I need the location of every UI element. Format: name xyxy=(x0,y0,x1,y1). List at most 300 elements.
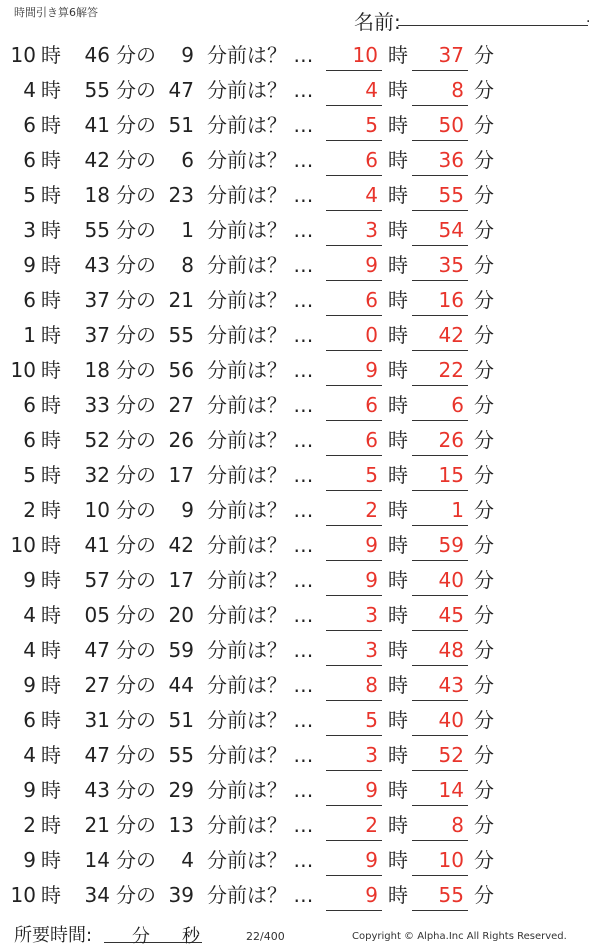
answer-minute-line xyxy=(412,175,468,176)
problem-minute: 43 xyxy=(84,253,110,277)
answer-minute-label: 分 xyxy=(474,883,494,907)
problem-minute: 52 xyxy=(84,428,110,452)
problem-diff-minutes: 9 xyxy=(181,43,194,67)
name-blank-line xyxy=(398,25,588,26)
answer-minute-line xyxy=(412,910,468,911)
problem-minute: 47 xyxy=(84,638,110,662)
minutes-before-question: 分前は？ … xyxy=(207,603,314,627)
problem-diff-minutes: 20 xyxy=(168,603,194,627)
answer-hour: 9 xyxy=(365,533,378,557)
answer-minute-label: 分 xyxy=(474,498,494,522)
answer-hour: 9 xyxy=(365,358,378,382)
hour-label: 時 xyxy=(41,813,61,837)
answer-hour-line xyxy=(326,385,382,386)
hour-label: 時 xyxy=(41,253,61,277)
minutes-before-question: 分前は？ … xyxy=(207,533,314,557)
answer-hour-label: 時 xyxy=(388,813,408,837)
problem-row xyxy=(0,388,600,423)
minutes-before-question: 分前は？ … xyxy=(207,78,314,102)
problem-row xyxy=(0,633,600,668)
answer-hour-label: 時 xyxy=(388,638,408,662)
answer-hour-label: 時 xyxy=(388,778,408,802)
minutes-before-question: 分前は？ … xyxy=(207,358,314,382)
answer-hour-line xyxy=(326,630,382,631)
problem-minute: 55 xyxy=(84,218,110,242)
answer-hour: 3 xyxy=(365,638,378,662)
problem-minute: 43 xyxy=(84,778,110,802)
problem-minute: 18 xyxy=(84,183,110,207)
answer-minute: 55 xyxy=(438,883,464,907)
problem-diff-minutes: 21 xyxy=(168,288,194,312)
answer-minute-line xyxy=(412,665,468,666)
minute-of-label: 分の xyxy=(116,638,156,662)
answer-hour-line xyxy=(326,595,382,596)
answer-hour-label: 時 xyxy=(388,428,408,452)
problem-row xyxy=(0,73,600,108)
hour-label: 時 xyxy=(41,498,61,522)
problem-minute: 37 xyxy=(84,323,110,347)
answer-minute-line xyxy=(412,385,468,386)
answer-hour: 5 xyxy=(365,463,378,487)
problem-minute: 32 xyxy=(84,463,110,487)
hour-label: 時 xyxy=(41,393,61,417)
answer-hour: 6 xyxy=(365,428,378,452)
problem-row xyxy=(0,773,600,808)
answer-minute-label: 分 xyxy=(474,813,494,837)
problem-hour: 10 xyxy=(10,883,36,907)
answer-minute-label: 分 xyxy=(474,358,494,382)
minute-of-label: 分の xyxy=(116,218,156,242)
answer-hour-label: 時 xyxy=(388,883,408,907)
answer-hour-label: 時 xyxy=(388,218,408,242)
problem-row xyxy=(0,318,600,353)
problem-hour: 2 xyxy=(23,498,36,522)
required-time-minutes-label: 分 xyxy=(132,926,150,947)
answer-hour-label: 時 xyxy=(388,78,408,102)
answer-hour: 4 xyxy=(365,183,378,207)
answer-hour: 4 xyxy=(365,78,378,102)
answer-minute-line xyxy=(412,525,468,526)
answer-hour: 5 xyxy=(365,113,378,137)
problem-hour: 9 xyxy=(23,253,36,277)
minute-of-label: 分の xyxy=(116,78,156,102)
answer-minute-line xyxy=(412,560,468,561)
hour-label: 時 xyxy=(41,778,61,802)
answer-hour: 6 xyxy=(365,148,378,172)
problem-hour: 6 xyxy=(23,113,36,137)
problem-hour: 6 xyxy=(23,148,36,172)
problem-diff-minutes: 56 xyxy=(168,358,194,382)
answer-hour-label: 時 xyxy=(388,253,408,277)
minute-of-label: 分の xyxy=(116,673,156,697)
answer-hour-line xyxy=(326,770,382,771)
answer-minute: 8 xyxy=(451,78,464,102)
problem-minute: 55 xyxy=(84,78,110,102)
problem-hour: 10 xyxy=(10,533,36,557)
problem-hour: 3 xyxy=(23,218,36,242)
hour-label: 時 xyxy=(41,358,61,382)
hour-label: 時 xyxy=(41,148,61,172)
problem-diff-minutes: 4 xyxy=(181,848,194,872)
problem-row xyxy=(0,528,600,563)
answer-minute: 54 xyxy=(438,218,464,242)
answer-hour-line xyxy=(326,210,382,211)
answer-minute-line xyxy=(412,840,468,841)
minute-of-label: 分の xyxy=(116,743,156,767)
answer-minute: 14 xyxy=(438,778,464,802)
problem-minute: 10 xyxy=(84,498,110,522)
problem-hour: 5 xyxy=(23,183,36,207)
problem-minute: 37 xyxy=(84,288,110,312)
answer-hour-line xyxy=(326,420,382,421)
answer-minute: 1 xyxy=(451,498,464,522)
problem-minute: 47 xyxy=(84,743,110,767)
minute-of-label: 分の xyxy=(116,603,156,627)
answer-minute: 35 xyxy=(438,253,464,277)
hour-label: 時 xyxy=(41,463,61,487)
answer-minute-label: 分 xyxy=(474,113,494,137)
problem-row xyxy=(0,598,600,633)
minutes-before-question: 分前は？ … xyxy=(207,673,314,697)
answer-minute-label: 分 xyxy=(474,183,494,207)
answer-hour-line xyxy=(326,805,382,806)
answer-hour-line xyxy=(326,735,382,736)
answer-hour: 9 xyxy=(365,568,378,592)
minutes-before-question: 分前は？ … xyxy=(207,253,314,277)
problem-hour: 4 xyxy=(23,78,36,102)
answer-hour-line xyxy=(326,140,382,141)
answer-minute-line xyxy=(412,210,468,211)
problem-diff-minutes: 51 xyxy=(168,113,194,137)
answer-minute-label: 分 xyxy=(474,428,494,452)
answer-hour-line xyxy=(326,105,382,106)
answer-hour-line xyxy=(326,455,382,456)
problem-hour: 6 xyxy=(23,288,36,312)
answer-hour-line xyxy=(326,665,382,666)
hour-label: 時 xyxy=(41,673,61,697)
minute-of-label: 分の xyxy=(116,533,156,557)
minute-of-label: 分の xyxy=(116,568,156,592)
problem-row xyxy=(0,108,600,143)
answer-hour-line xyxy=(326,70,382,71)
minute-of-label: 分の xyxy=(116,428,156,452)
problem-row xyxy=(0,703,600,738)
answer-hour-label: 時 xyxy=(388,533,408,557)
answer-hour: 9 xyxy=(365,848,378,872)
problem-hour: 9 xyxy=(23,778,36,802)
required-time-seconds-label: 秒 xyxy=(182,926,200,947)
answer-hour: 8 xyxy=(365,673,378,697)
answer-hour-label: 時 xyxy=(388,848,408,872)
minutes-before-question: 分前は？ … xyxy=(207,323,314,347)
minute-of-label: 分の xyxy=(116,848,156,872)
problem-diff-minutes: 17 xyxy=(168,568,194,592)
minutes-before-question: 分前は？ … xyxy=(207,778,314,802)
problem-row xyxy=(0,423,600,458)
problem-hour: 6 xyxy=(23,708,36,732)
answer-hour: 9 xyxy=(365,883,378,907)
problem-hour: 9 xyxy=(23,568,36,592)
problem-diff-minutes: 42 xyxy=(168,533,194,557)
copyright-notice: Copyright © Alpha.Inc All Rights Reserved. xyxy=(352,931,567,942)
answer-minute-label: 分 xyxy=(474,288,494,312)
answer-hour-label: 時 xyxy=(388,708,408,732)
minutes-before-question: 分前は？ … xyxy=(207,218,314,242)
problem-diff-minutes: 51 xyxy=(168,708,194,732)
problem-minute: 46 xyxy=(84,43,110,67)
answer-minute-line xyxy=(412,490,468,491)
answer-minute-line xyxy=(412,70,468,71)
problem-hour: 4 xyxy=(23,743,36,767)
problem-minute: 05 xyxy=(84,603,110,627)
problem-row xyxy=(0,493,600,528)
answer-hour-line xyxy=(326,350,382,351)
problem-minute: 57 xyxy=(84,568,110,592)
problem-row xyxy=(0,878,600,913)
minute-of-label: 分の xyxy=(116,148,156,172)
page-number: 22/400 xyxy=(246,930,285,943)
answer-minute-label: 分 xyxy=(474,253,494,277)
problem-minute: 21 xyxy=(84,813,110,837)
answer-hour-label: 時 xyxy=(388,393,408,417)
hour-label: 時 xyxy=(41,113,61,137)
answer-minute: 50 xyxy=(438,113,464,137)
problem-minute: 41 xyxy=(84,533,110,557)
answer-minute-label: 分 xyxy=(474,568,494,592)
minute-of-label: 分の xyxy=(116,393,156,417)
answer-hour-label: 時 xyxy=(388,358,408,382)
answer-minute-line xyxy=(412,280,468,281)
problem-hour: 4 xyxy=(23,638,36,662)
answer-minute-line xyxy=(412,595,468,596)
answer-minute-label: 分 xyxy=(474,148,494,172)
answer-hour-label: 時 xyxy=(388,603,408,627)
minutes-before-question: 分前は？ … xyxy=(207,498,314,522)
answer-minute-label: 分 xyxy=(474,78,494,102)
answer-minute-label: 分 xyxy=(474,533,494,557)
minute-of-label: 分の xyxy=(116,113,156,137)
minutes-before-question: 分前は？ … xyxy=(207,813,314,837)
answer-hour-line xyxy=(326,875,382,876)
minutes-before-question: 分前は？ … xyxy=(207,708,314,732)
answer-hour-line xyxy=(326,700,382,701)
problem-minute: 34 xyxy=(84,883,110,907)
answer-minute: 48 xyxy=(438,638,464,662)
problem-minute: 33 xyxy=(84,393,110,417)
problem-row xyxy=(0,563,600,598)
answer-hour-label: 時 xyxy=(388,463,408,487)
hour-label: 時 xyxy=(41,323,61,347)
minutes-before-question: 分前は？ … xyxy=(207,743,314,767)
minute-of-label: 分の xyxy=(116,813,156,837)
answer-hour-label: 時 xyxy=(388,113,408,137)
problem-row xyxy=(0,843,600,878)
answer-hour-line xyxy=(326,840,382,841)
problem-row xyxy=(0,213,600,248)
problem-list xyxy=(0,38,600,913)
problem-minute: 41 xyxy=(84,113,110,137)
answer-minute: 36 xyxy=(438,148,464,172)
answer-minute-line xyxy=(412,455,468,456)
answer-minute: 37 xyxy=(438,43,464,67)
answer-minute: 45 xyxy=(438,603,464,627)
problem-hour: 9 xyxy=(23,673,36,697)
problem-row xyxy=(0,353,600,388)
answer-hour-line xyxy=(326,175,382,176)
problem-hour: 9 xyxy=(23,848,36,872)
answer-hour: 0 xyxy=(365,323,378,347)
answer-minute: 16 xyxy=(438,288,464,312)
hour-label: 時 xyxy=(41,743,61,767)
problem-row xyxy=(0,283,600,318)
minute-of-label: 分の xyxy=(116,323,156,347)
problem-diff-minutes: 55 xyxy=(168,323,194,347)
answer-minute-label: 分 xyxy=(474,743,494,767)
minutes-before-question: 分前は？ … xyxy=(207,463,314,487)
problem-diff-minutes: 27 xyxy=(168,393,194,417)
hour-label: 時 xyxy=(41,708,61,732)
answer-hour: 2 xyxy=(365,498,378,522)
problem-hour: 6 xyxy=(23,393,36,417)
hour-label: 時 xyxy=(41,78,61,102)
answer-hour-label: 時 xyxy=(388,743,408,767)
minutes-before-question: 分前は？ … xyxy=(207,428,314,452)
minute-of-label: 分の xyxy=(116,43,156,67)
answer-minute-line xyxy=(412,630,468,631)
name-end-dot: . xyxy=(586,10,591,26)
problem-diff-minutes: 1 xyxy=(181,218,194,242)
problem-diff-minutes: 6 xyxy=(181,148,194,172)
worksheet-title: 時間引き算6解答 xyxy=(14,6,98,19)
problem-diff-minutes: 23 xyxy=(168,183,194,207)
minute-of-label: 分の xyxy=(116,358,156,382)
minutes-before-question: 分前は？ … xyxy=(207,883,314,907)
answer-hour: 3 xyxy=(365,603,378,627)
answer-minute-line xyxy=(412,245,468,246)
answer-minute-line xyxy=(412,875,468,876)
answer-minute-line xyxy=(412,805,468,806)
problem-diff-minutes: 55 xyxy=(168,743,194,767)
problem-diff-minutes: 59 xyxy=(168,638,194,662)
answer-hour-line xyxy=(326,490,382,491)
minutes-before-question: 分前は？ … xyxy=(207,568,314,592)
answer-minute: 10 xyxy=(438,848,464,872)
answer-minute-line xyxy=(412,735,468,736)
answer-hour-line xyxy=(326,910,382,911)
answer-minute: 40 xyxy=(438,708,464,732)
problem-row xyxy=(0,143,600,178)
minutes-before-question: 分前は？ … xyxy=(207,288,314,312)
minutes-before-question: 分前は？ … xyxy=(207,183,314,207)
problem-hour: 10 xyxy=(10,358,36,382)
hour-label: 時 xyxy=(41,603,61,627)
problem-hour: 5 xyxy=(23,463,36,487)
problem-diff-minutes: 26 xyxy=(168,428,194,452)
hour-label: 時 xyxy=(41,183,61,207)
minutes-before-question: 分前は？ … xyxy=(207,113,314,137)
answer-hour-label: 時 xyxy=(388,183,408,207)
answer-minute-line xyxy=(412,105,468,106)
problem-row xyxy=(0,808,600,843)
answer-minute-line xyxy=(412,770,468,771)
problem-diff-minutes: 47 xyxy=(168,78,194,102)
problem-minute: 31 xyxy=(84,708,110,732)
answer-minute: 26 xyxy=(438,428,464,452)
hour-label: 時 xyxy=(41,568,61,592)
problem-hour: 10 xyxy=(10,43,36,67)
answer-minute-label: 分 xyxy=(474,393,494,417)
answer-minute: 6 xyxy=(451,393,464,417)
problem-hour: 4 xyxy=(23,603,36,627)
minute-of-label: 分の xyxy=(116,498,156,522)
minutes-before-question: 分前は？ … xyxy=(207,638,314,662)
problem-diff-minutes: 8 xyxy=(181,253,194,277)
problem-minute: 14 xyxy=(84,848,110,872)
problem-diff-minutes: 44 xyxy=(168,673,194,697)
answer-hour-label: 時 xyxy=(388,148,408,172)
answer-minute-label: 分 xyxy=(474,638,494,662)
answer-hour: 9 xyxy=(365,253,378,277)
answer-minute: 40 xyxy=(438,568,464,592)
hour-label: 時 xyxy=(41,428,61,452)
problem-diff-minutes: 39 xyxy=(168,883,194,907)
problem-minute: 18 xyxy=(84,358,110,382)
answer-hour: 2 xyxy=(365,813,378,837)
problem-diff-minutes: 13 xyxy=(168,813,194,837)
problem-diff-minutes: 9 xyxy=(181,498,194,522)
answer-hour-line xyxy=(326,280,382,281)
problem-minute: 42 xyxy=(84,148,110,172)
answer-minute-line xyxy=(412,140,468,141)
answer-hour-line xyxy=(326,315,382,316)
hour-label: 時 xyxy=(41,883,61,907)
problem-row xyxy=(0,178,600,213)
problem-row xyxy=(0,668,600,703)
name-label: 名前: xyxy=(354,10,401,34)
answer-minute-line xyxy=(412,420,468,421)
answer-hour-line xyxy=(326,245,382,246)
problem-hour: 2 xyxy=(23,813,36,837)
answer-hour-label: 時 xyxy=(388,288,408,312)
problem-minute: 27 xyxy=(84,673,110,697)
minute-of-label: 分の xyxy=(116,288,156,312)
problem-hour: 6 xyxy=(23,428,36,452)
answer-minute-line xyxy=(412,350,468,351)
answer-hour: 10 xyxy=(352,43,378,67)
problem-diff-minutes: 29 xyxy=(168,778,194,802)
answer-hour: 6 xyxy=(365,288,378,312)
problem-diff-minutes: 17 xyxy=(168,463,194,487)
answer-minute-line xyxy=(412,315,468,316)
problem-row xyxy=(0,38,600,73)
minutes-before-question: 分前は？ … xyxy=(207,43,314,67)
problem-row xyxy=(0,738,600,773)
answer-hour-label: 時 xyxy=(388,673,408,697)
minute-of-label: 分の xyxy=(116,883,156,907)
problem-row xyxy=(0,248,600,283)
hour-label: 時 xyxy=(41,848,61,872)
answer-minute: 43 xyxy=(438,673,464,697)
answer-hour-label: 時 xyxy=(388,323,408,347)
minute-of-label: 分の xyxy=(116,708,156,732)
answer-hour-label: 時 xyxy=(388,43,408,67)
problem-hour: 1 xyxy=(23,323,36,347)
answer-minute: 55 xyxy=(438,183,464,207)
answer-minute: 22 xyxy=(438,358,464,382)
answer-minute-line xyxy=(412,700,468,701)
required-time-label: 所要時間: xyxy=(14,925,93,946)
answer-minute: 52 xyxy=(438,743,464,767)
